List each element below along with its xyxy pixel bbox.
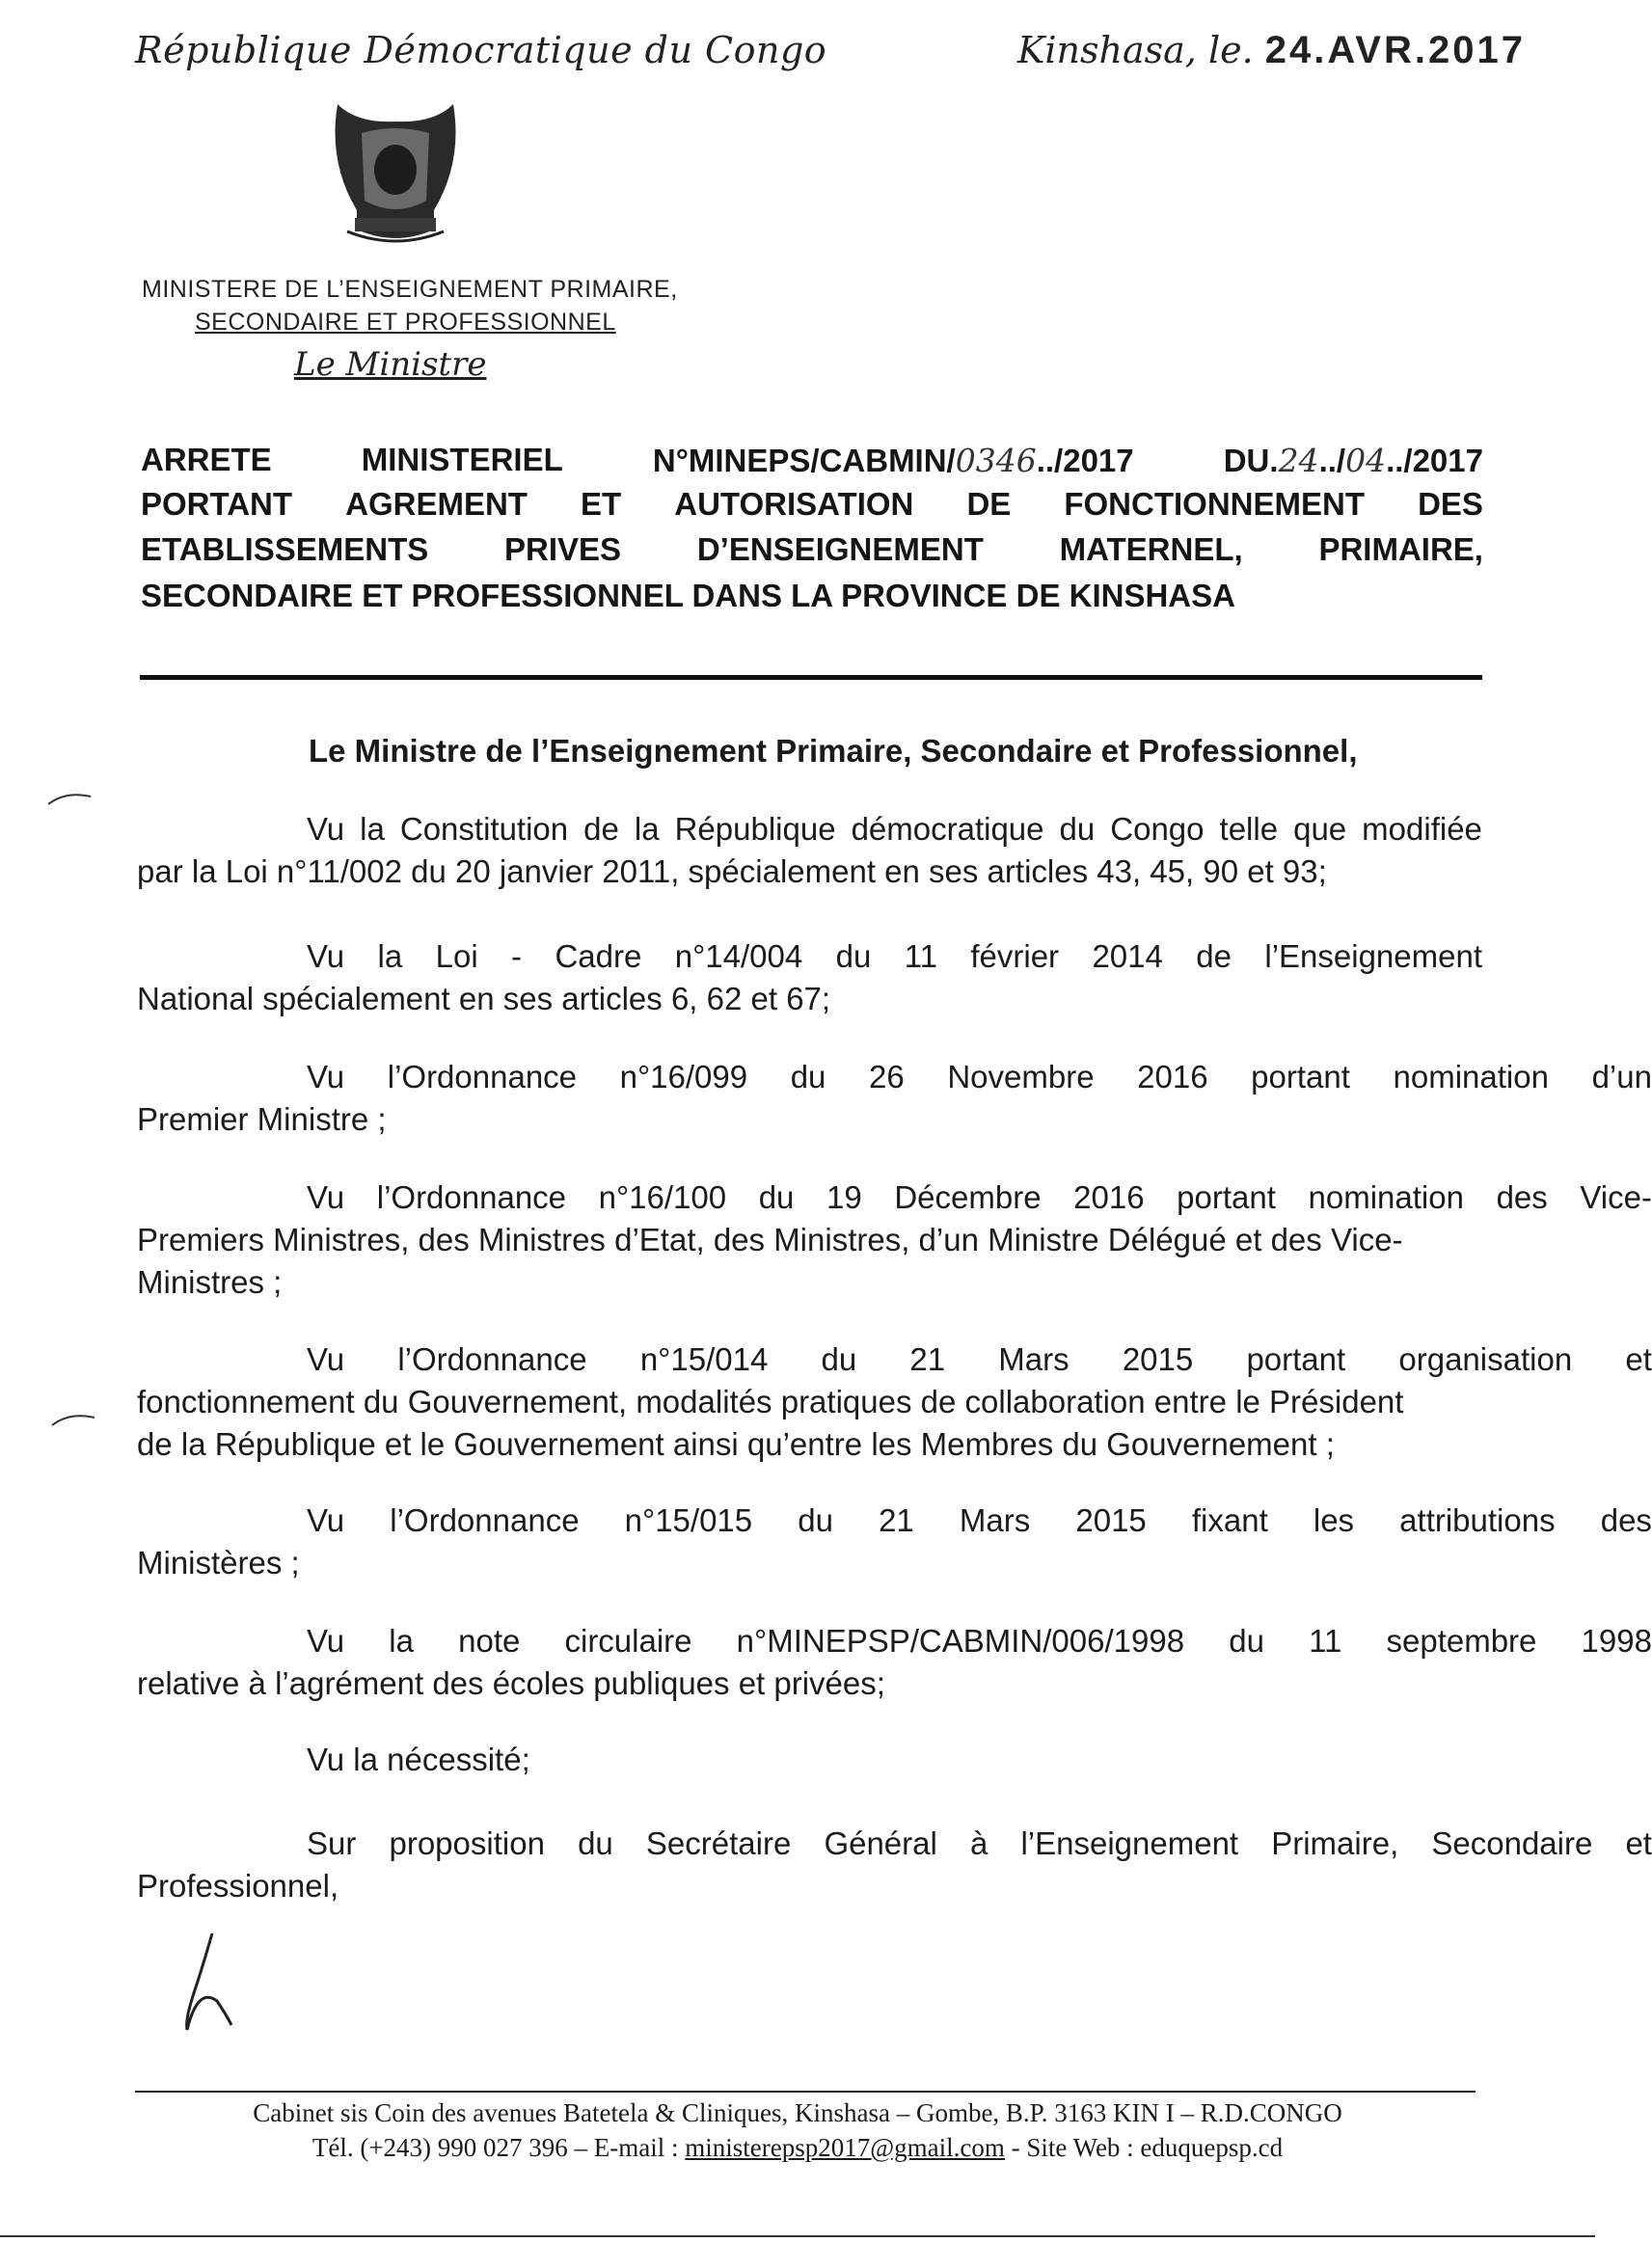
- considerant-line: Premier Ministre ;: [137, 1101, 387, 1137]
- handwritten-initials: [174, 1929, 241, 2035]
- title-line1: ARRETE MINISTERIEL N°MINEPS/CABMIN/0346../2017 DU.24../04../2017: [141, 442, 1483, 479]
- coat-of-arms-emblem: [318, 95, 473, 251]
- footer-address: Cabinet sis Coin des avenues Batetela & Cliniques, Kinshasa – Gombe, B.P. 3163 KIN I – R.D.CONGO: [253, 2098, 1342, 2127]
- considerant-line: Ministères ;: [137, 1545, 300, 1581]
- place-prefix: Kinshasa, le.: [1017, 29, 1254, 71]
- margin-mark: [50, 1410, 98, 1429]
- considerant-line: Vu la note circulaire n°MINEPSP/CABMIN/006/1998 du 11 septembre 1998: [307, 1623, 1652, 1659]
- footer-contact: [0, 2133, 1595, 2163]
- considerant-line: Vu l’Ordonnance n°15/015 du 21 Mars 2015 fixant les attributions des: [307, 1502, 1652, 1538]
- considerant-line: fonctionnement du Gouvernement, modalités pratiques de collaboration entre le Président: [137, 1384, 1404, 1419]
- considerant-line: Vu l’Ordonnance n°16/099 du 26 Novembre 2016 portant nomination d’un: [307, 1059, 1652, 1094]
- considerant-line: National spécialement en ses articles 6, 62 et 67;: [137, 981, 831, 1016]
- date-stamp: 24.AVR.2017: [1264, 29, 1526, 71]
- minister-heading: Le Ministre de l’Enseignement Primaire, Secondaire et Professionnel,: [309, 733, 1358, 769]
- considerant-line: Sur proposition du Secrétaire Général à l’Enseignement Primaire, Secondaire et: [307, 1825, 1652, 1861]
- considerant-line: de la République et le Gouvernement ainsi qu’entre les Membres du Gouvernement ;: [137, 1426, 1335, 1462]
- handwritten-day: 24: [1278, 442, 1319, 479]
- considerant-constitution: [137, 808, 1482, 893]
- considerant-note-circulaire: [137, 1620, 1652, 1705]
- title-line2: PORTANT AGREMENT ET AUTORISATION DE FONCTIONNEMENT DES: [141, 486, 1483, 522]
- ministry-name-line1: MINISTERE DE L’ENSEIGNEMENT PRIMAIRE,: [142, 276, 678, 303]
- considerant-ordonnance-16-100: [137, 1176, 1652, 1304]
- considerant-line: Vu la Constitution de la République démocratique du Congo telle que modifiée: [307, 811, 1482, 847]
- considerant-line: Vu la nécessité;: [307, 1742, 530, 1777]
- considerant-necessite: [137, 1739, 1482, 1781]
- footer-email-link[interactable]: ministerepsp2017@gmail.com: [685, 2133, 1005, 2162]
- considerant-line: par la Loi n°11/002 du 20 janvier 2011, spécialement en ses articles 43, 45, 90 et 93;: [137, 853, 1327, 889]
- considerant-line: relative à l’agrément des écoles publiques et privées;: [137, 1665, 885, 1701]
- ministry-name-line2: SECONDAIRE ET PROFESSIONNEL: [195, 309, 616, 336]
- considerant-line: Professionnel,: [137, 1868, 339, 1904]
- considerant-loi-cadre: [137, 935, 1482, 1020]
- margin-mark: [46, 789, 95, 808]
- footer-divider: [135, 2091, 1476, 2093]
- title-line3: ETABLISSEMENTS PRIVES D’ENSEIGNEMENT MATERNEL, PRIMAIRE,: [141, 531, 1483, 567]
- signatory-title: Le Ministre: [294, 345, 487, 384]
- footer-phone: Tél. (+243) 990 027 396 – E-mail :: [311, 2133, 686, 2162]
- page-bottom-edge: [0, 2235, 1595, 2237]
- considerant-ordonnance-16-099: [137, 1056, 1652, 1141]
- considerant-line: Vu l’Ordonnance n°15/014 du 21 Mars 2015 portant organisation et: [307, 1341, 1652, 1377]
- title-line4: SECONDAIRE ET PROFESSIONNEL DANS LA PROVINCE DE KINSHASA: [141, 578, 1235, 613]
- considerant-line: Ministres ;: [137, 1264, 283, 1300]
- considerant-proposition: [137, 1823, 1652, 1907]
- handwritten-decree-number: 0346: [955, 442, 1037, 479]
- footer-website: - Site Web : eduquepsp.cd: [1004, 2133, 1284, 2162]
- considerant-line: Vu l’Ordonnance n°16/100 du 19 Décembre 2016 portant nomination des Vice-: [307, 1179, 1652, 1215]
- country-header: République Démocratique du Congo: [135, 29, 827, 71]
- considerant-ordonnance-15-014: [137, 1338, 1652, 1466]
- considerant-ordonnance-15-015: [137, 1500, 1652, 1584]
- title-divider: [140, 675, 1482, 680]
- handwritten-month: 04: [1345, 442, 1387, 479]
- considerant-line: Premiers Ministres, des Ministres d’Etat, des Ministres, d’un Ministre Délégué et des Vice-: [137, 1222, 1403, 1257]
- considerant-line: Vu la Loi - Cadre n°14/004 du 11 février 2014 de l’Enseignement: [307, 938, 1482, 974]
- place-date: [1017, 29, 1526, 72]
